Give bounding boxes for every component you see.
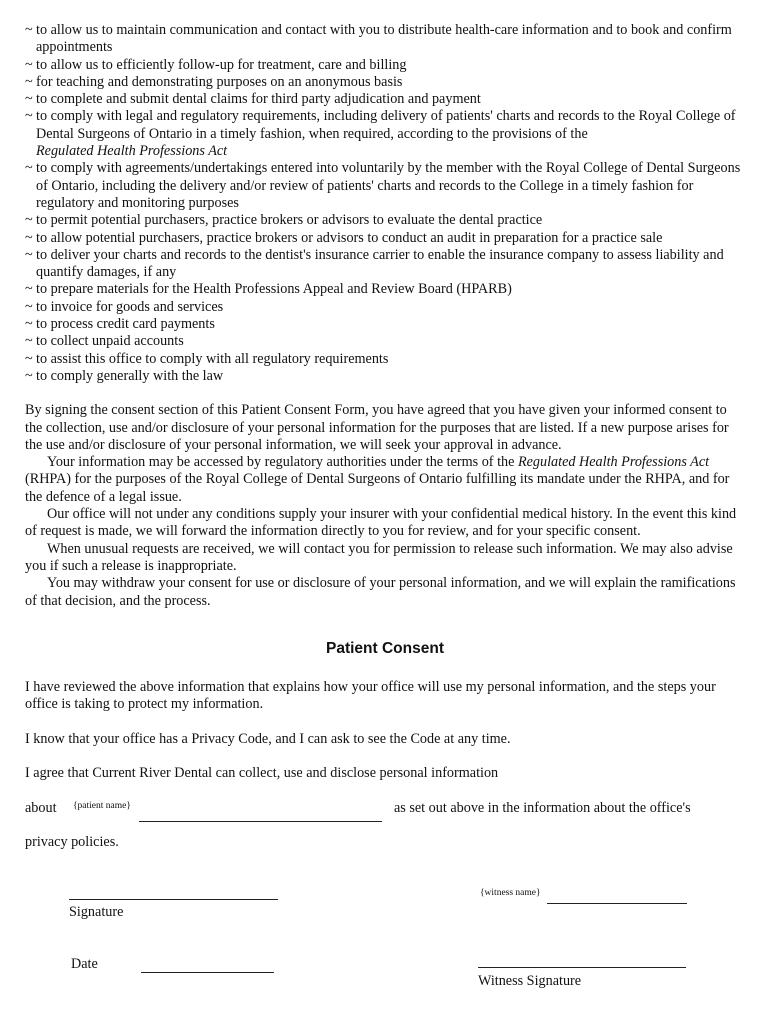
paragraph-informed-consent: By signing the consent section of this Patient Consent Form, you have agreed that you have given your informed consent to the collection, use and/or disclosure of your personal information for the purposes that are listed. If a new purpose arises for the use and/or disclosure of your personal information, we will seek your approval in advance. (25, 402, 729, 453)
date-label: Date (71, 956, 98, 972)
list-item: ~ to prepare materials for the Health Professions Appeal and Review Board (HPARB) (25, 281, 512, 298)
list-item: ~ to permit potential purchasers, practice brokers or advisors to evaluate the dental practice (25, 212, 543, 229)
witness-signature-label: Witness Signature (478, 973, 582, 989)
tilde-bullet: ~ (25, 298, 33, 315)
paragraph-withdraw-consent: You may withdraw your consent for use or disclosure of your personal information, and we will explain the ramifications of that decision, and the process. (25, 575, 736, 609)
privacy-policies-text: privacy policies. (25, 834, 119, 850)
consent-statement-agree: I agree that Current River Dental can collect, use and disclose personal information (25, 765, 499, 781)
witness-name-placeholder: {witness name} (480, 888, 541, 898)
list-item: ~ to assist this office to comply with all regulatory requirements (25, 350, 389, 367)
list-item: ~ to deliver your charts and records to the dentist's insurance carrier to enable the insurance company to assess liability and quantify damages, if any (25, 246, 724, 281)
list-item: ~ to comply generally with the law (25, 367, 224, 384)
tilde-bullet: ~ (25, 316, 33, 333)
paragraph-unusual-requests: When unusual requests are received, we will contact you for permission to release such information. We may also advise you if such a release is inappropriate. (25, 540, 733, 574)
tilde-bullet: ~ (25, 333, 33, 350)
about-label: about (25, 800, 57, 816)
patient-name-placeholder: {patient name} (73, 801, 131, 811)
list-item: ~ to process credit card payments (25, 316, 215, 333)
patient-name-field[interactable] (139, 821, 382, 822)
list-item: ~ to comply with agreements/undertakings entered into voluntarily by the member with the Royal College of Dental Surgeons of Ontario, including the delivery and/or review of patients' charts and records to the College in a timely fashion for regulatory and monitoring purposes (25, 160, 741, 211)
consent-explanation (25, 402, 747, 610)
tilde-bullet: ~ (25, 212, 33, 229)
tilde-bullet: ~ (25, 246, 33, 263)
list-item: ~ for teaching and demonstrating purposes on an anonymous basis (25, 73, 403, 90)
tilde-bullet: ~ (25, 367, 33, 384)
list-item: ~ to allow potential purchasers, practice brokers or advisors to conduct an audit in preparation for a practice sale (25, 229, 663, 246)
list-item: ~ to complete and submit dental claims for third party adjudication and payment (25, 91, 481, 108)
tilde-bullet: ~ (25, 108, 33, 125)
tilde-bullet: ~ (25, 91, 33, 108)
list-item: ~ to collect unpaid accounts (25, 333, 184, 350)
purpose-list (25, 22, 747, 385)
tilde-bullet: ~ (25, 73, 33, 90)
rhpa-italic: Regulated Health Professions Act (36, 143, 228, 160)
consent-statement-privacy-code: I know that your office has a Privacy Code, and I can ask to see the Code at any time. (25, 731, 511, 747)
rhpa-italic: Regulated Health Professions Act (517, 454, 710, 471)
paragraph-regulatory-access: Your information may be accessed by regulatory authorities under the terms of the Regulated Health Professions Act (RHPA) for the purposes of the Royal College of Dental Surgeons of Ontario fulfilling its mandate under the RHPA, and for the defence of a legal issue. (25, 454, 730, 505)
tilde-bullet: ~ (25, 160, 33, 177)
paragraph-insurer: Our office will not under any conditions supply your insurer with your confidential medical history. In the event this kind of request is made, we will forward the information directly to you for review, and for your specific consent. (25, 506, 737, 540)
list-item: ~ to allow us to maintain communication and contact with you to distribute health-care information and to book and confirm appointments (25, 22, 732, 56)
list-item: ~ to invoice for goods and services (25, 298, 224, 315)
signature-line[interactable] (69, 899, 278, 900)
privacy-policy-text (25, 22, 747, 610)
list-item: ~ to allow us to efficiently follow-up for treatment, care and billing (25, 56, 407, 73)
tilde-bullet: ~ (25, 229, 33, 246)
consent-statement-reviewed: I have reviewed the above information that explains how your office will use my personal information, and the steps your office is taking to protect my information. (25, 679, 716, 713)
tilde-bullet: ~ (25, 56, 33, 73)
as-set-out-text: as set out above in the information about the office's (394, 800, 691, 816)
tilde-bullet: ~ (25, 281, 33, 298)
patient-consent-heading: Patient Consent (326, 640, 444, 657)
tilde-bullet: ~ (25, 350, 33, 367)
tilde-bullet: ~ (25, 22, 33, 38)
witness-signature-line[interactable] (478, 967, 686, 968)
list-item: ~ to comply with legal and regulatory requirements, including delivery of patients' charts and records to the Royal College of Dental Surgeons of Ontario in a timely fashion, when required, according to the provisions of the Regulated Health Professions Act (25, 108, 736, 160)
date-field[interactable] (141, 972, 274, 973)
signature-label: Signature (69, 904, 124, 920)
witness-name-field[interactable] (547, 903, 687, 904)
